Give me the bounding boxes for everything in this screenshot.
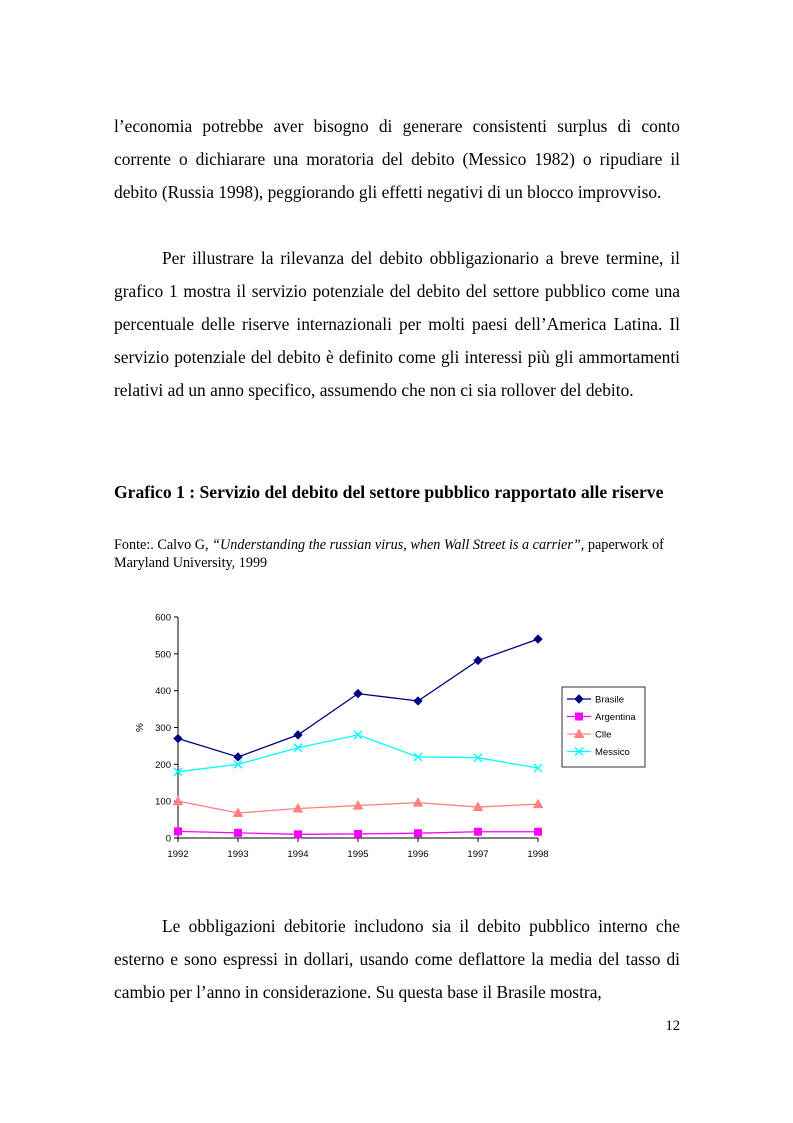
chart-container xyxy=(120,600,660,872)
body-paragraph-2 xyxy=(114,242,680,407)
figure-title: Grafico 1 : Servizio del debito del settore pubblico rapportato alle riserve xyxy=(114,482,664,502)
x-tick-label-1: 1993 xyxy=(227,849,249,860)
legend-label-argentina: Argentina xyxy=(595,712,636,723)
line-chart xyxy=(120,600,660,872)
x-tick-label-6: 1998 xyxy=(527,849,549,860)
x-tick-label-4: 1996 xyxy=(407,849,429,860)
figure-source-title: “Understanding the russian virus, when Wall Street is a carrier” xyxy=(212,537,581,553)
point-argentina-1997 xyxy=(475,828,482,835)
point-brasile-1995 xyxy=(354,690,362,698)
x-tick-label-3: 1995 xyxy=(347,849,369,860)
body-paragraph-3 xyxy=(114,910,680,1009)
point-argentina-1992 xyxy=(175,828,182,835)
y-axis-label: % xyxy=(135,723,146,732)
point-brasile-1992 xyxy=(174,735,182,743)
body-paragraph-3-text: Le obbligazioni debitorie includono sia il debito pubblico interno che esterno e sono espressi in dollari, usando come deflattore la media del tasso di cambio per l’anno in considerazione. Su questa base il Brasile mostra, xyxy=(114,916,680,1002)
point-clle-1998 xyxy=(534,800,543,808)
point-argentina-1995 xyxy=(355,830,362,837)
x-tick-label-5: 1997 xyxy=(467,849,489,860)
y-tick-label-5: 500 xyxy=(155,649,171,661)
point-argentina-1993 xyxy=(235,829,242,836)
y-tick-label-3: 300 xyxy=(155,723,171,734)
x-tick-label-0: 1992 xyxy=(167,849,189,860)
figure-source-prefix: Fonte:. Calvo G, xyxy=(114,537,213,553)
point-argentina-1996 xyxy=(415,830,422,837)
body-paragraph-2-text: Per illustrare la rilevanza del debito obbligazionario a breve termine, il grafico 1 mostra il servizio potenziale del debito del settore pubblico come una percentuale delle riserve internazionali per molti paesi dell’America Latina. Il servizio potenziale del debito è definito come gli interessi più gli ammortamenti relativi ad un anno specifico, assumendo che non ci sia rollover del debito. xyxy=(114,248,680,400)
point-brasile-1997 xyxy=(474,656,482,664)
body-paragraph-1: l’economia potrebbe aver bisogno di generare consistenti surplus di conto corrente o dichiarare una moratoria del debito (Messico 1982) o ripudiare il debito (Russia 1998), peggiorando gli effetti negativi di un blocco improvviso. xyxy=(114,116,680,202)
y-tick-label-2: 200 xyxy=(155,759,171,771)
y-tick-label-1: 100 xyxy=(155,796,171,808)
figure-source xyxy=(114,536,674,572)
page-number: 12 xyxy=(665,1018,680,1034)
point-brasile-1994 xyxy=(294,731,302,739)
legend-label-messico: Messico xyxy=(595,747,630,758)
legend-label-brasile: Brasile xyxy=(595,694,625,706)
point-argentina-1998 xyxy=(535,828,542,835)
y-tick-label-6: 600 xyxy=(155,612,171,624)
legend-label-clle: Clle xyxy=(595,729,612,741)
point-brasile-1996 xyxy=(414,697,422,705)
figure-source-suffix: , paperwork of Maryland University, 1999 xyxy=(114,537,664,571)
x-tick-label-2: 1994 xyxy=(287,849,309,860)
point-brasile-1993 xyxy=(234,753,242,761)
series-line-messico xyxy=(178,735,538,772)
y-tick-label-4: 400 xyxy=(155,686,171,698)
point-clle-1996 xyxy=(414,798,423,806)
point-brasile-1998 xyxy=(534,635,542,643)
legend-marker-argentina xyxy=(576,713,583,720)
y-tick-label-0: 0 xyxy=(165,833,171,845)
point-argentina-1994 xyxy=(295,831,302,838)
